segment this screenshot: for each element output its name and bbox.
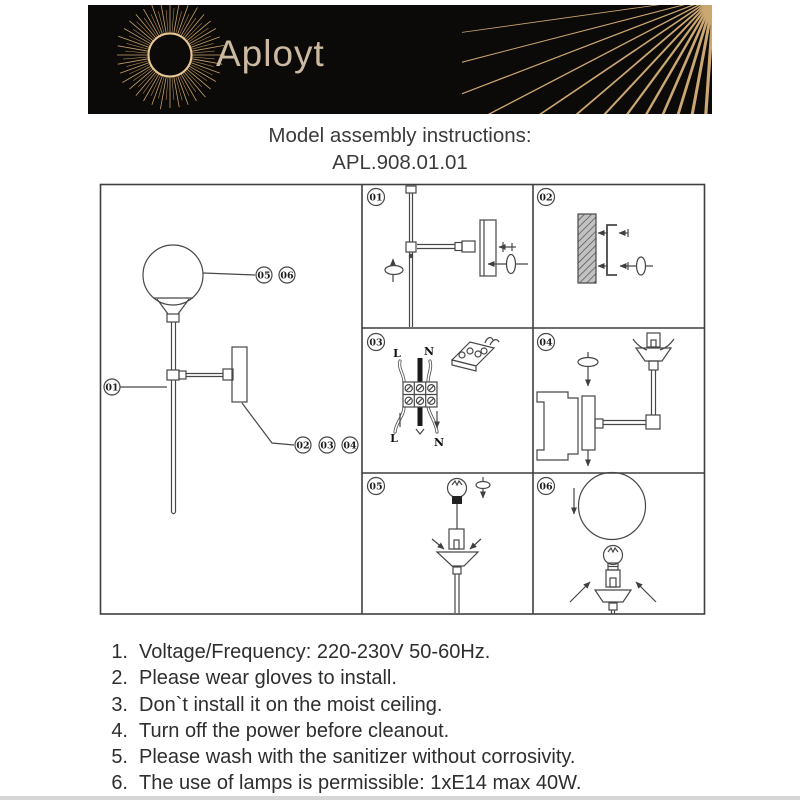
step-label-1: 01 — [369, 192, 383, 204]
step-panel-3 — [368, 334, 500, 450]
step-panel-5 — [368, 477, 491, 613]
item-number: 1. — [111, 641, 128, 663]
wiring-label-live-bottom: L — [390, 432, 398, 445]
item-number: 2. — [111, 667, 128, 690]
callout-mount — [242, 403, 358, 453]
callout-pole-label: 01 — [105, 382, 119, 394]
model-code: APL.908.01.01 — [332, 151, 468, 174]
assembly-diagram — [99, 183, 706, 616]
item-number: 4. — [111, 719, 128, 742]
step-panel-6 — [538, 473, 657, 615]
callout-mount-label-1: 02 — [296, 440, 310, 452]
title-block — [0, 122, 800, 176]
brand-banner — [88, 5, 712, 114]
callout-shade-label-1: 05 — [257, 270, 271, 282]
step-label-5: 05 — [369, 481, 383, 493]
step-label-2: 02 — [539, 192, 553, 204]
step-panel-1 — [368, 186, 529, 327]
instruction-item — [100, 639, 581, 665]
wiring-label-live-top: L — [393, 347, 401, 360]
step-panel-2 — [538, 189, 654, 284]
instruction-item — [100, 665, 581, 691]
item-number: 3. — [111, 693, 128, 716]
callout-shade-label-2: 06 — [280, 270, 294, 282]
terminal-block-3d — [452, 338, 499, 371]
assembly-title: Model assembly instructions: — [268, 124, 532, 147]
instruction-item — [100, 718, 581, 744]
callout-mount-label-3: 04 — [343, 440, 357, 452]
callout-shade — [203, 267, 295, 283]
sunburst-logo-icon — [115, 5, 225, 110]
instruction-item — [100, 692, 581, 718]
item-number: 6. — [111, 772, 128, 795]
instruction-item — [100, 744, 581, 770]
item-text: Please wear gloves to install. — [139, 667, 397, 690]
lamp-overview — [104, 245, 358, 514]
wiring-label-neutral-top: N — [423, 345, 435, 358]
brand-name: Aployt — [216, 33, 325, 74]
step-panel-4 — [537, 333, 674, 466]
bottom-edge-bar — [0, 796, 800, 800]
wiring-label-neutral-bottom: N — [433, 436, 445, 449]
item-text: Voltage/Frequency: 220-230V 50-60Hz. — [139, 641, 491, 663]
item-text: Please wash with the sanitizer without corrosivity. — [139, 746, 576, 769]
instruction-list — [100, 639, 581, 797]
step-label-6: 06 — [539, 481, 553, 493]
item-number: 5. — [111, 746, 128, 769]
step-label-3: 03 — [369, 337, 383, 349]
item-text: Turn off the power before cleanout. — [139, 719, 450, 742]
callout-mount-label-2: 03 — [320, 440, 334, 452]
step-label-4: 04 — [539, 337, 553, 349]
callout-pole — [104, 379, 167, 395]
item-text: Don`t install it on the moist ceiling. — [139, 693, 443, 716]
corner-rays-icon — [462, 5, 712, 114]
instruction-item — [100, 770, 581, 796]
item-text: The use of lamps is permissible: 1xE14 max 40W. — [139, 772, 582, 795]
